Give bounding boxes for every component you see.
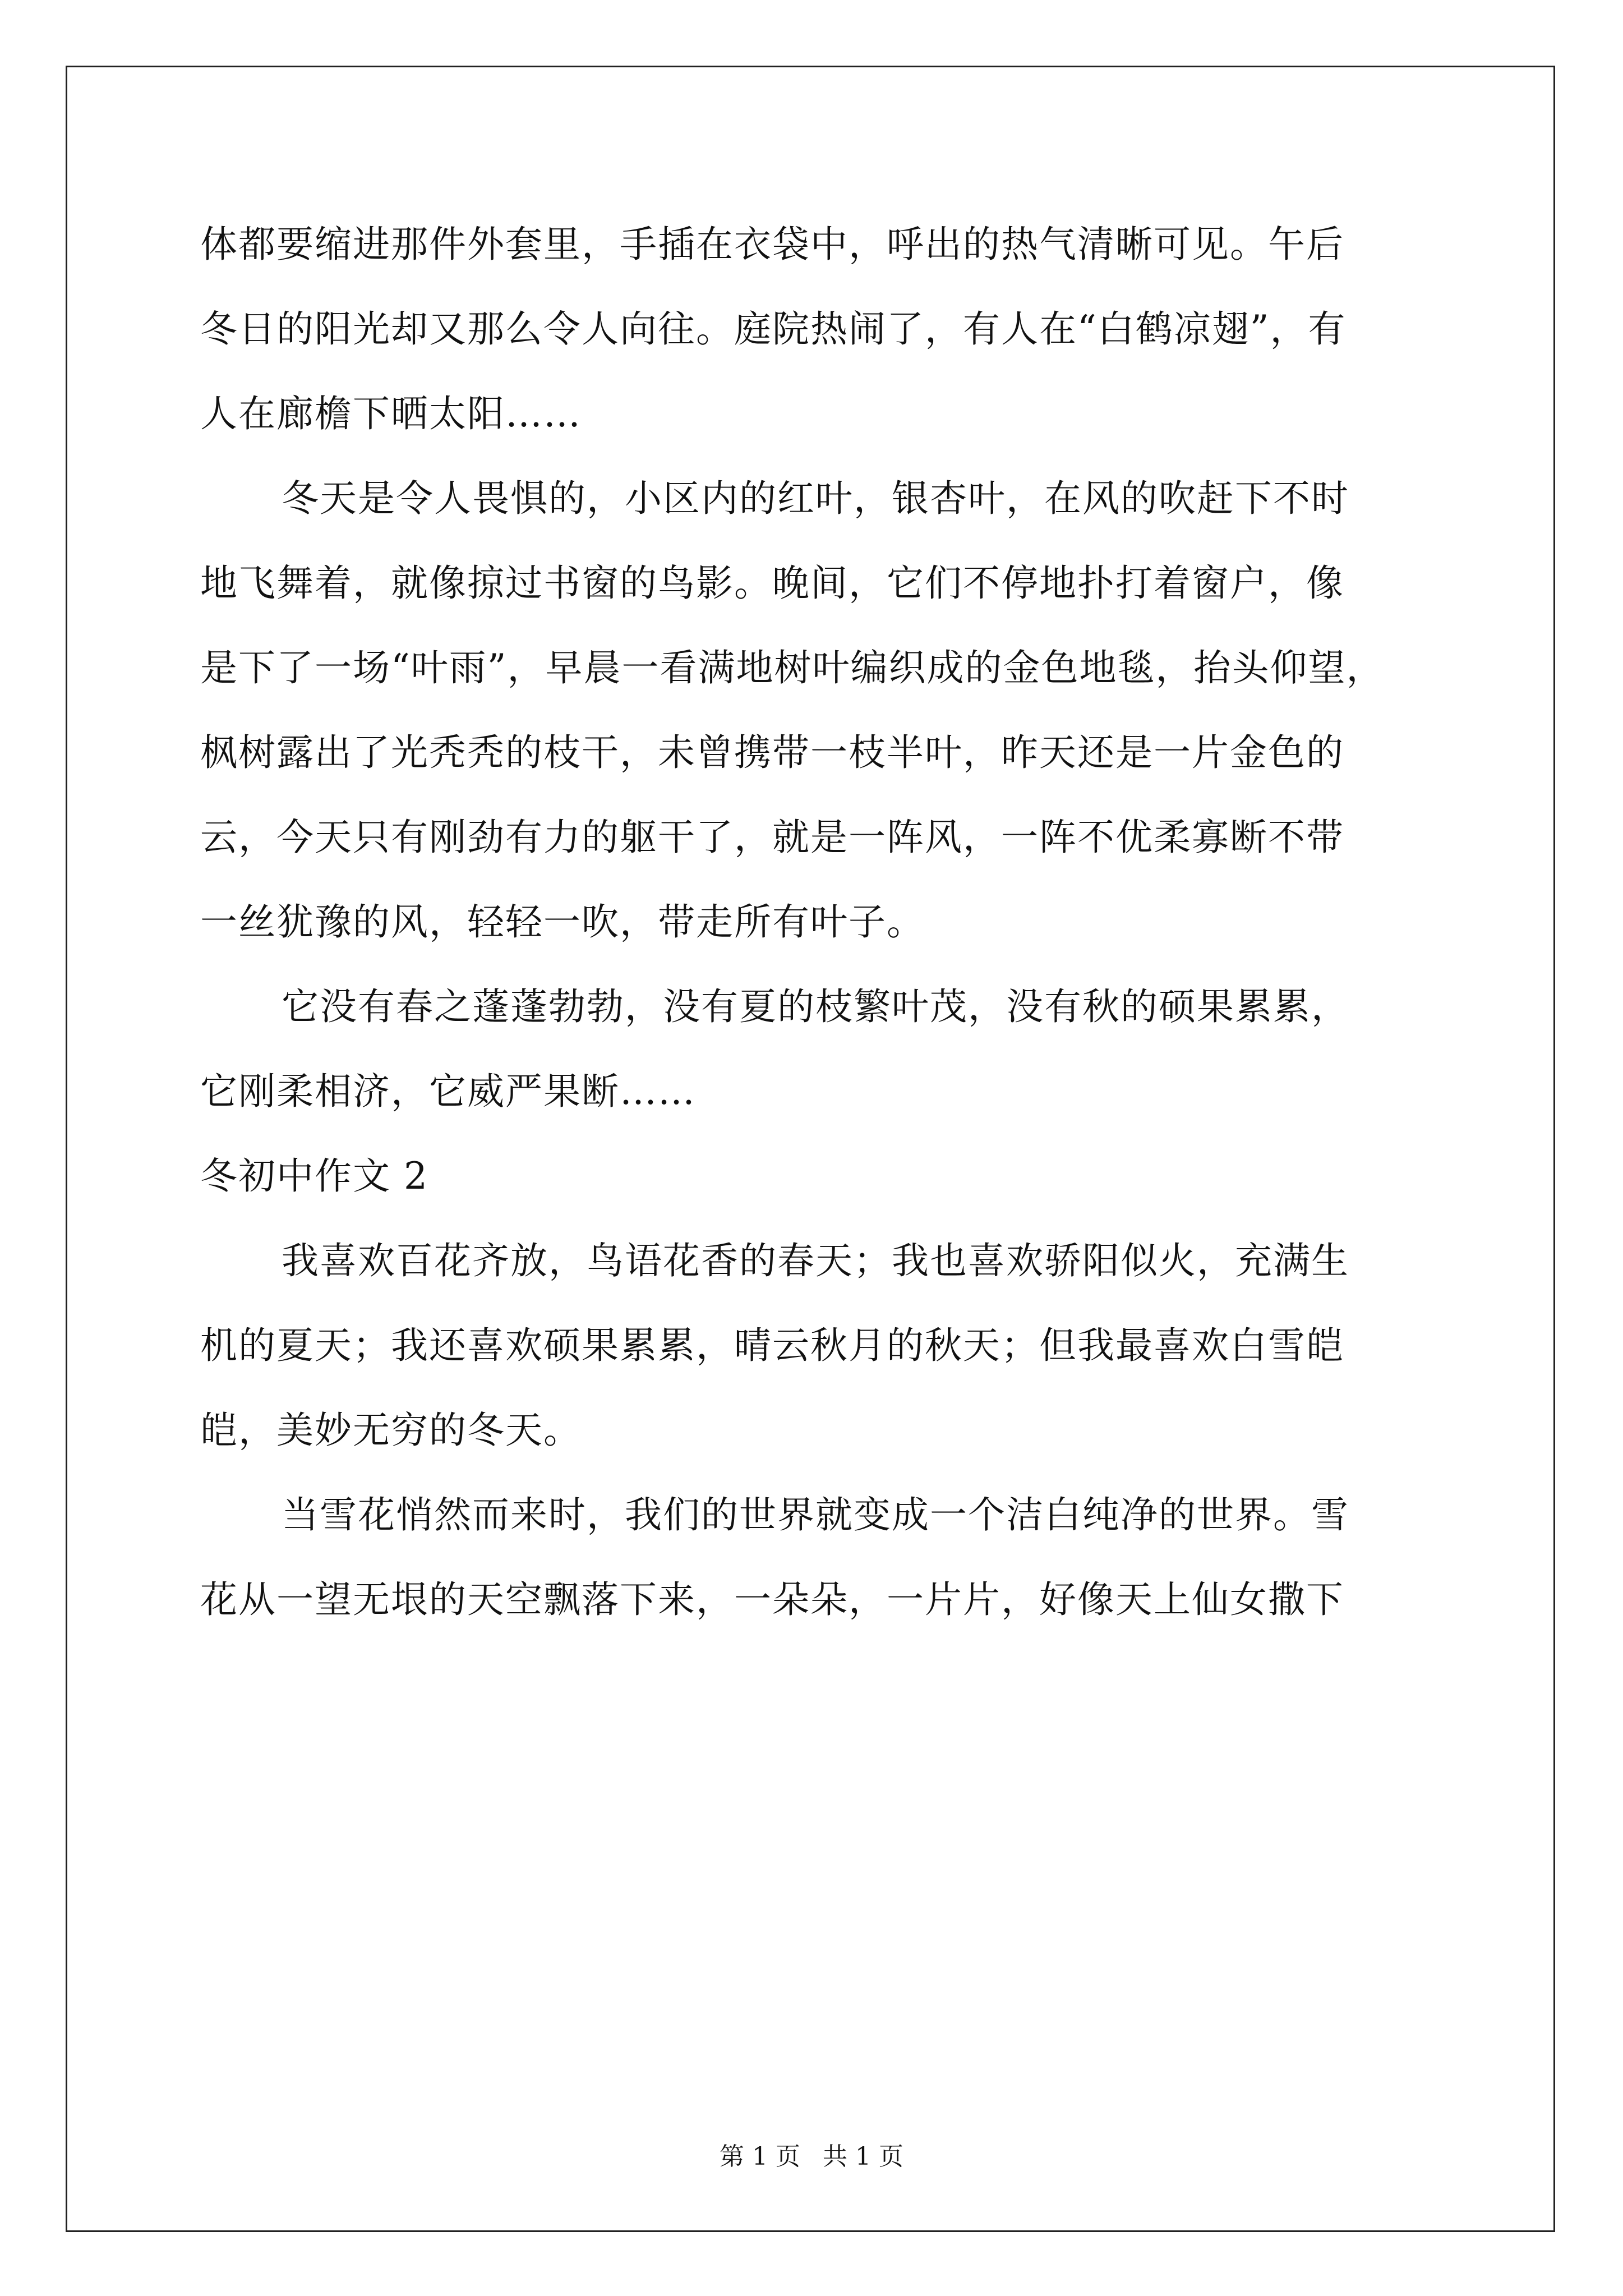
text-line: 体都要缩进那件外套里，手插在衣袋中，呼出的热气清晰可见。午后 — [200, 223, 1344, 266]
text-line: 它刚柔相济，它威严果断…… — [200, 1070, 696, 1113]
text-line: 枫树露出了光秃秃的枝干，未曾携带一枝半叶，昨天还是一片金色的 — [200, 731, 1344, 774]
text-line: 人在廊檐下晒太阳…… — [200, 392, 582, 435]
document-body — [200, 202, 1434, 1642]
page-number: 第 1 页 — [720, 2142, 800, 2171]
text-line: 冬日的阳光却又那么令人向往。庭院热闹了，有人在“白鹤凉翅”，有 — [200, 307, 1347, 351]
text-line: 冬天是令人畏惧的，小区内的红叶，银杏叶，在风的吹赶下不时 — [282, 477, 1349, 520]
text-line: 云，今天只有刚劲有力的躯干了，就是一阵风，一阵不优柔寡断不带 — [200, 816, 1344, 859]
section-heading: 冬初中作文 2 — [200, 1154, 428, 1198]
text-line: 花从一望无垠的天空飘落下来，一朵朵，一片片，好像天上仙女撒下 — [200, 1578, 1344, 1621]
text-line: 是下了一场“叶雨”，早晨一看满地树叶编织成的金色地毯，抬头仰望， — [200, 646, 1385, 689]
text-line: 它没有春之蓬蓬勃勃，没有夏的枝繁叶茂，没有秋的硕果累累， — [282, 985, 1349, 1028]
text-line: 我喜欢百花齐放，鸟语花香的春天；我也喜欢骄阳似火，充满生 — [282, 1239, 1349, 1282]
text-line: 皑，美妙无穷的冬天。 — [200, 1409, 582, 1452]
text-line: 一丝犹豫的风，轻轻一吹，带走所有叶子。 — [200, 900, 925, 944]
page-total: 共 1 页 — [823, 2142, 903, 2171]
page-footer — [0, 2136, 1623, 2172]
text-line: 机的夏天；我还喜欢硕果累累，晴云秋月的秋天；但我最喜欢白雪皑 — [200, 1324, 1344, 1367]
text-line: 当雪花悄然而来时，我们的世界就变成一个洁白纯净的世界。雪 — [282, 1493, 1349, 1536]
text-line: 地飞舞着，就像掠过书窗的鸟影。晚间，它们不停地扑打着窗户，像 — [200, 562, 1344, 605]
